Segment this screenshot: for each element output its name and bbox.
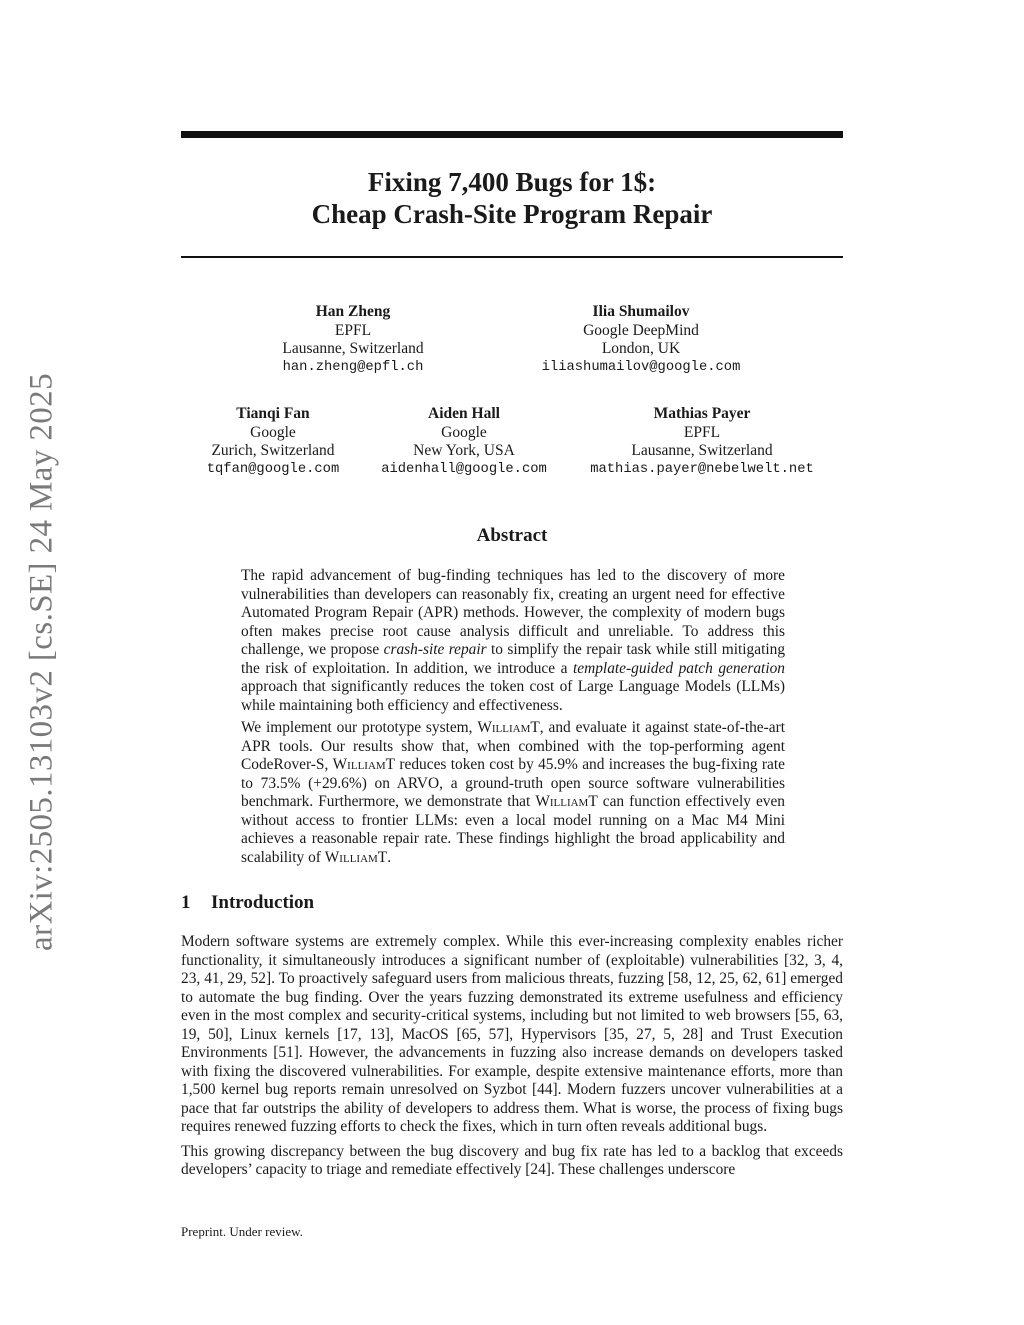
author-affiliation: EPFL bbox=[334, 321, 372, 339]
author-email[interactable]: tqfan@google.com bbox=[206, 461, 340, 477]
system-name: WilliamT bbox=[535, 793, 598, 810]
title-bottom-rule bbox=[181, 256, 843, 258]
title-line-1: Fixing 7,400 Bugs for 1$: bbox=[367, 167, 657, 197]
emphasis-template-guided: template-guided patch generation bbox=[573, 659, 785, 677]
author-affiliation: Google bbox=[250, 423, 296, 441]
author-block bbox=[253, 303, 453, 377]
introduction-body bbox=[181, 933, 843, 1180]
author-affiliation: Google bbox=[441, 423, 487, 441]
section-heading-introduction bbox=[181, 892, 314, 914]
author-affiliation: EPFL bbox=[683, 423, 721, 441]
page-footer: Preprint. Under review. bbox=[181, 1224, 303, 1239]
section-number: 1 bbox=[181, 892, 191, 913]
paper-title bbox=[181, 166, 843, 230]
author-name: Han Zheng bbox=[315, 303, 391, 320]
emphasis-crash-site-repair: crash-site repair bbox=[383, 641, 487, 658]
author-location: New York, USA bbox=[413, 442, 515, 459]
author-name: Ilia Shumailov bbox=[592, 303, 690, 320]
intro-paragraph: This growing discrepancy between the bug discovery and bug fix rate has led to a backlog that exceeds developers’ capacity to triage and remediate effectively [24]. These challenges underscore bbox=[181, 1142, 843, 1178]
title-line-2: Cheap Crash-Site Program Repair bbox=[311, 199, 713, 229]
author-name: Aiden Hall bbox=[428, 405, 500, 422]
author-email[interactable]: mathias.payer@nebelwelt.net bbox=[590, 461, 814, 477]
abstract-paragraph: We implement our prototype system, WilliamT, and evaluate it against state-of-the-art APR tools. Our results show that, when combined with the top-performing agent CodeRover-S, WilliamT reduces token cost by 45.9% and increases the bug-fixing rate to 73.5% (+29.6%) on ARVO, a ground-truth open source software vulnerabilities benchmark. Furthermore, we demonstrate that WilliamT can function effectively even without access to frontier LLMs: even a local model running on a Mac M4 Mini achieves a reasonable repair rate. These findings highlight the broad applicability and scalability of WilliamT. bbox=[241, 719, 785, 866]
author-email[interactable]: aidenhall@google.com bbox=[381, 461, 547, 477]
system-name: WilliamT bbox=[332, 756, 396, 773]
author-block bbox=[582, 405, 822, 479]
system-name: WilliamT bbox=[324, 848, 388, 866]
author-block bbox=[521, 303, 761, 377]
section-title: Introduction bbox=[211, 892, 315, 913]
author-name: Mathias Payer bbox=[653, 405, 751, 422]
arxiv-identifier: arXiv:2505.13103v2 [cs.SE] 24 May 2025 bbox=[23, 373, 60, 951]
author-location: Lausanne, Switzerland bbox=[631, 442, 773, 459]
author-block bbox=[369, 405, 559, 479]
author-block bbox=[193, 405, 353, 479]
abstract-body bbox=[241, 567, 785, 867]
author-email[interactable]: han.zheng@epfl.ch bbox=[282, 359, 424, 375]
title-top-rule bbox=[181, 131, 843, 138]
intro-paragraph: Modern software systems are extremely complex. While this ever-increasing complexity enables richer functionality, it simultaneously introduces a significant number of (exploitable) vulnerabilities [32, 3, 4, 23, 41, 29, 52]. To proactively safeguard users from malicious threats, fuzzing [58, 12, 25, 62, 61] emerged to automate the bug finding. Over the years fuzzing demonstrated its extreme usefulness and efficiency even in the most complex and security-critical systems, including but not limited to web browsers [55, 63, 19, 50], Linux kernels [17, 13], MacOS [65, 57], Hypervisors [35, 27, 5, 28] and Trust Execution Environments [51]. However, the advancements in fuzzing also increase demands on developers tasked with fixing the discovered vulnerabilities. For example, despite extensive maintenance efforts, more than 1,500 kernel bug reports remain unresolved on Syzbot [44]. Modern fuzzers uncover vulnerabilities at a pace that far outstrips the ability of developers to address them. What is worse, the process of fixing bugs requires renewed fuzzing efforts to check the fixes, which in turn often reveals additional bugs. bbox=[181, 933, 843, 1135]
author-location: Zurich, Switzerland bbox=[211, 442, 335, 459]
abstract-paragraph: The rapid advancement of bug-finding techniques has led to the discovery of more vulnerabilities than developers can reasonably fix, creating an urgent need for effective Automated Program Repair (APR) methods. However, the complexity of modern bugs often makes precise root cause analysis difficult and unreliable. To address this challenge, we propose crash-site repair to simplify the repair task while still mitigating the risk of exploitation. In addition, we introduce a template-guided patch generation approach that significantly reduces the token cost of Large Language Models (LLMs) while maintaining both efficiency and effectiveness. bbox=[241, 567, 786, 714]
system-name: WilliamT bbox=[477, 719, 540, 736]
author-name: Tianqi Fan bbox=[236, 405, 310, 422]
author-email[interactable]: iliashumailov@google.com bbox=[541, 359, 741, 375]
author-location: Lausanne, Switzerland bbox=[282, 340, 424, 357]
abstract-heading: Abstract bbox=[476, 525, 548, 546]
author-affiliation: Google DeepMind bbox=[583, 321, 699, 339]
author-location: London, UK bbox=[601, 340, 681, 357]
